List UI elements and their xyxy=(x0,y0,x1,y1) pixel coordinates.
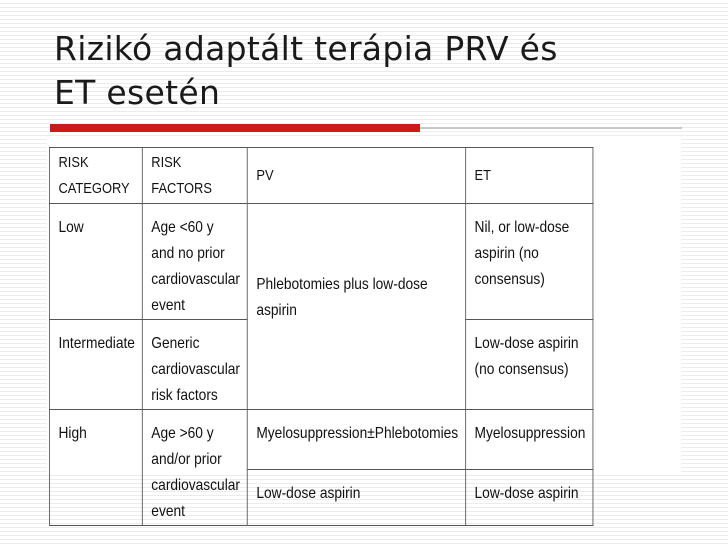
cell-et-high-1: Myelosuppression xyxy=(465,410,592,470)
cell-category-high: High xyxy=(49,410,142,526)
cell-et-low: Nil, or low-dose aspirin (no consensus) xyxy=(465,204,592,320)
cell-et-high-2: Low-dose aspirin xyxy=(465,469,592,525)
cell-et-intermediate: Low-dose aspirin (no consensus) xyxy=(465,320,592,410)
cell-category-intermediate: Intermediate xyxy=(49,320,142,410)
cell-pv-high-1: Myelosuppression±Phlebotomies xyxy=(247,410,465,470)
title-accent-bar xyxy=(50,124,420,132)
slide-title-line-2: ET esetén xyxy=(54,73,221,112)
cell-pv-low-intermediate: Phlebotomies plus low-dose aspirin xyxy=(247,204,465,410)
risk-therapy-table xyxy=(49,147,593,526)
table-row-high xyxy=(49,410,592,470)
table-row-low xyxy=(49,204,592,320)
header-risk-category: RISK CATEGORY xyxy=(49,148,142,204)
cell-pv-high-2: Low-dose aspirin xyxy=(247,469,465,525)
cell-category-low: Low xyxy=(49,204,142,320)
table-header-row xyxy=(49,148,592,204)
cell-factors-intermediate: Generic cardiovascular risk factors xyxy=(142,320,247,410)
header-pv: PV xyxy=(247,148,465,204)
table-panel xyxy=(47,137,681,520)
cell-factors-low: Age <60 y and no prior cardiovascular event xyxy=(142,204,247,320)
title-divider-line xyxy=(420,127,682,129)
slide-title xyxy=(54,27,694,115)
header-risk-factors: RISK FACTORS xyxy=(142,148,247,204)
slide-title-line-1: Rizikó adaptált terápia PRV és xyxy=(54,29,558,68)
cell-factors-high: Age >60 y and/or prior cardiovascular event xyxy=(142,410,247,526)
header-et: ET xyxy=(465,148,592,204)
